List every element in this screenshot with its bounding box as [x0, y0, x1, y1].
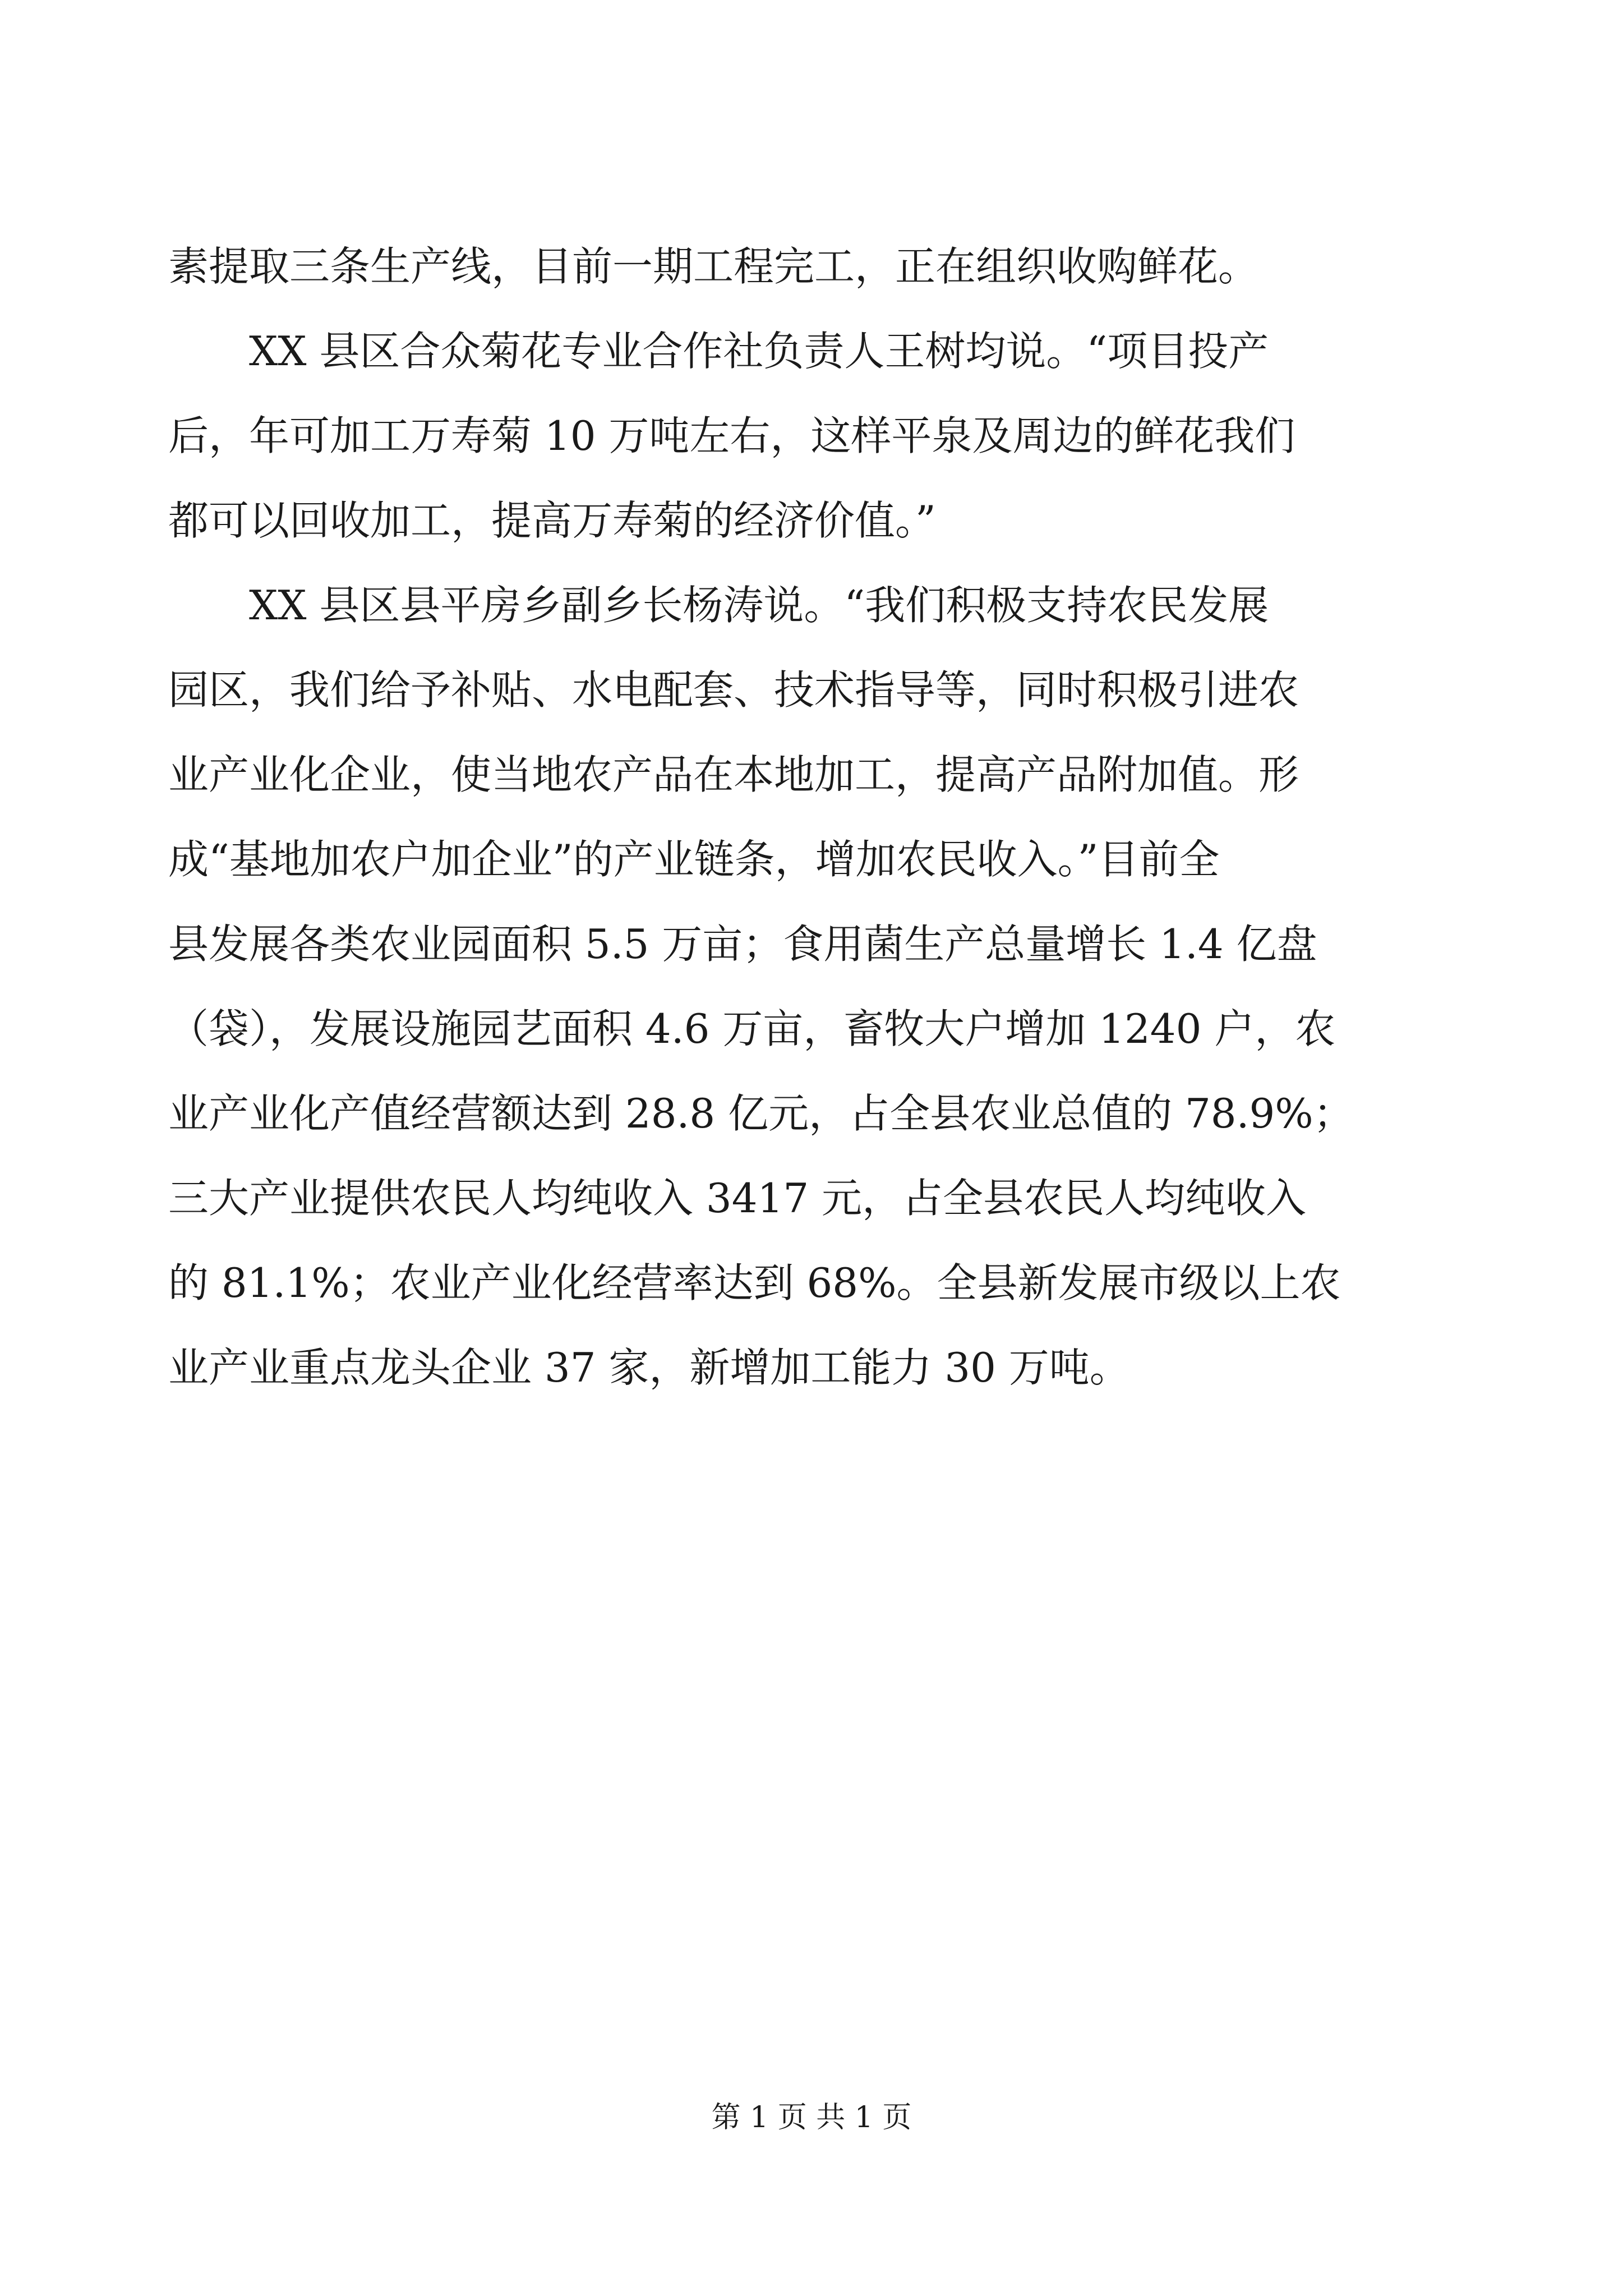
paragraph-line: 成“基地加农户加企业”的产业链条，增加农民收入。”目前全	[168, 836, 1220, 883]
paragraph-line: 县发展各类农业园面积 5.5 万亩；食用菌生产总量增长 1.4 亿盘	[168, 921, 1317, 968]
paragraph-line: XX 县区县平房乡副乡长杨涛说。“我们积极支持农民发展	[168, 582, 1269, 629]
paragraph-line: 都可以回收加工，提高万寿菊的经济价值。”	[168, 497, 936, 544]
paragraph-line: 业产业化产值经营额达到 28.8 亿元，占全县农业总值的 78.9%；	[168, 1090, 1354, 1137]
paragraph-line: 三大产业提供农民人均纯收入 3417 元，占全县农民人均纯收入	[168, 1175, 1307, 1222]
paragraph-3	[168, 563, 1436, 1410]
paragraph-2	[168, 309, 1436, 563]
paragraph-1	[168, 224, 1436, 309]
page-number-label: 第 1 页 共 1 页	[711, 2101, 912, 2134]
document-body	[168, 224, 1436, 1410]
page-footer	[0, 2095, 1623, 2140]
paragraph-line: 的 81.1%；农业产业化经营率达到 68%。全县新发展市级以上农	[168, 1259, 1341, 1306]
paragraph-line: XX 县区合众菊花专业合作社负责人王树均说。“项目投产	[168, 328, 1269, 375]
paragraph-line: 业产业重点龙头企业 37 家，新增加工能力 30 万吨。	[168, 1344, 1130, 1391]
paragraph-line: 素提取三条生产线，目前一期工程完工，正在组织收购鲜花。	[168, 243, 1259, 290]
paragraph-line: 后，年可加工万寿菊 10 万吨左右，这样平泉及周边的鲜花我们	[168, 412, 1295, 459]
paragraph-line: 园区，我们给予补贴、水电配套、技术指导等，同时积极引进农	[168, 666, 1299, 714]
paragraph-line: 业产业化企业，使当地农产品在本地加工，提高产品附加值。形	[168, 751, 1299, 798]
paragraph-line: （袋），发展设施园艺面积 4.6 万亩，畜牧大户增加 1240 户，农	[168, 1005, 1336, 1052]
